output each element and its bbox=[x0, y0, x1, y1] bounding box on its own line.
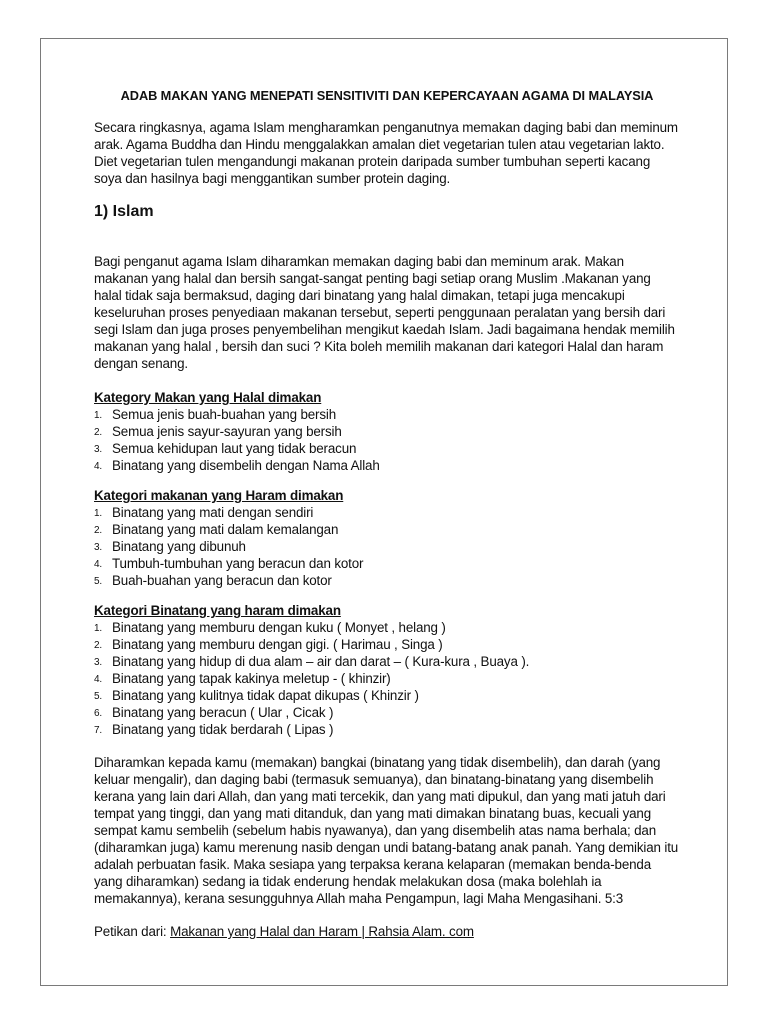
list-item bbox=[94, 555, 680, 572]
list-item bbox=[94, 653, 680, 670]
list-item-text: Buah-buahan yang beracun dan kotor bbox=[112, 573, 332, 588]
quran-verse-paragraph: Diharamkan kepada kamu (memakan) bangkai (binatang yang tidak disembelih), dan darah (yang keluar mengalir), dan daging babi (termasuk semuanya), dan binatang-binatang yang disembelih kerana yang lain dari Allah, dan yang mati tercekik, dan yang mati dipukul, dan yang mati jatuh dari tempat yang tinggi, dan yang mati ditanduk, dan yang mati dimakan binatang buas, kecuali yang sempat kamu sembelih (sebelum habis nyawanya), dan yang disembelih atas nama berhala; dan (diharamkan juga) kamu merenung nasib dengan undi batang-batang anak panah. Yang demikian itu adalah perbuatan fasik. Maka sesiapa yang terpaksa kerana kelaparan (memakan benda-benda yang diharamkan) sedang ia tidak enderung hendak melakukan dosa (maka bolehlah ia memakannya), kerana sesungguhnya Allah maha Pengampun, lagi Maha Mengasihani. 5:3 bbox=[94, 755, 679, 906]
list-item-text: Semua kehidupan laut yang tidak beracun bbox=[112, 441, 357, 456]
list-item bbox=[94, 721, 680, 738]
list-item bbox=[94, 619, 680, 636]
list-number: 3. bbox=[94, 444, 103, 455]
section-heading-islam: 1) Islam bbox=[94, 203, 154, 220]
list-item-text: Binatang yang mati dalam kemalangan bbox=[112, 522, 339, 537]
list-number: 2. bbox=[94, 525, 103, 536]
halal-category bbox=[94, 389, 680, 474]
list-item bbox=[94, 440, 680, 457]
list-number: 1. bbox=[94, 623, 103, 634]
list-item-text: Binatang yang hidup di dua alam – air dan darat – ( Kura-kura , Buaya ). bbox=[112, 654, 530, 669]
list-item bbox=[94, 687, 680, 704]
source-citation bbox=[94, 923, 680, 940]
document-title: ADAB MAKAN YANG MENEPATI SENSITIVITI DAN KEPERCAYAAN AGAMA DI MALAYSIA bbox=[120, 88, 654, 103]
list-number: 6. bbox=[94, 708, 103, 719]
list-item-text: Semua jenis buah-buahan yang bersih bbox=[112, 407, 337, 422]
list-item bbox=[94, 572, 680, 589]
haram-food-category bbox=[94, 487, 680, 589]
numbered-list bbox=[94, 406, 680, 474]
list-item-text: Binatang yang kulitnya tidak dapat dikupas ( Khinzir ) bbox=[112, 688, 419, 703]
source-label: Petikan dari: bbox=[94, 924, 171, 939]
list-title: Kategori makanan yang Haram dimakan bbox=[94, 488, 344, 503]
source-link[interactable]: Makanan yang Halal dan Haram | Rahsia Alam. com bbox=[170, 924, 474, 939]
list-item-text: Binatang yang beracun ( Ular , Cicak ) bbox=[112, 705, 334, 720]
list-number: 4. bbox=[94, 674, 103, 685]
list-item-text: Tumbuh-tumbuhan yang beracun dan kotor bbox=[112, 556, 364, 571]
list-number: 4. bbox=[94, 461, 103, 472]
list-item-text: Binatang yang dibunuh bbox=[112, 539, 246, 554]
list-item-text: Semua jenis sayur-sayuran yang bersih bbox=[112, 424, 342, 439]
numbered-list bbox=[94, 619, 680, 738]
list-item-text: Binatang yang memburu dengan kuku ( Monyet , helang ) bbox=[112, 620, 446, 635]
list-item-text: Binatang yang tidak berdarah ( Lipas ) bbox=[112, 722, 334, 737]
list-number: 2. bbox=[94, 640, 103, 651]
list-number: 3. bbox=[94, 542, 103, 553]
list-number: 1. bbox=[94, 410, 103, 421]
haram-animal-category bbox=[94, 602, 680, 738]
list-item bbox=[94, 670, 680, 687]
intro-paragraph: Secara ringkasnya, agama Islam mengharamkan penganutnya memakan daging babi dan meminum arak. Agama Buddha dan Hindu menggalakkan amalan diet vegetarian tulen atau vegetarian lakto. Diet vegetarian tulen mengandungi makanan protein daripada sumber tumbuhan seperti kacang soya dan hasilnya bagi menggantikan sumber protein daging. bbox=[94, 120, 678, 186]
list-item bbox=[94, 406, 680, 423]
list-item-text: Binatang yang memburu dengan gigi. ( Harimau , Singa ) bbox=[112, 637, 443, 652]
numbered-list bbox=[94, 504, 680, 589]
list-item-text: Binatang yang tapak kakinya meletup - ( khinzir) bbox=[112, 671, 391, 686]
list-number: 5. bbox=[94, 576, 103, 587]
list-item bbox=[94, 457, 680, 474]
list-item bbox=[94, 538, 680, 555]
list-item-text: Binatang yang mati dengan sendiri bbox=[112, 505, 314, 520]
document-content bbox=[94, 87, 680, 940]
list-number: 4. bbox=[94, 559, 103, 570]
list-item bbox=[94, 504, 680, 521]
list-item bbox=[94, 521, 680, 538]
list-number: 2. bbox=[94, 427, 103, 438]
list-number: 3. bbox=[94, 657, 103, 668]
islam-paragraph: Bagi penganut agama Islam diharamkan memakan daging babi dan meminum arak. Makan makanan yang halal dan bersih sangat-sangat penting bagi setiap orang Muslim .Makanan yang halal tidak saja bermaksud, daging dari binatang yang halal dimakan, tetapi juga mencakupi keseluruhan proses penyediaan makanan tersebut, seperti penggunaan peralatan yang bersih dari segi Islam dan juga proses penyembelihan mengikut kaedah Islam. Jadi bagaimana hendak memilih makanan yang halal , bersih dan suci ? Kita boleh memilih makanan dari kategori Halal dan haram dengan senang. bbox=[94, 254, 675, 371]
list-number: 5. bbox=[94, 691, 103, 702]
list-number: 7. bbox=[94, 725, 103, 736]
list-title: Kategory Makan yang Halal dimakan bbox=[94, 390, 322, 405]
document-page bbox=[40, 38, 728, 986]
list-item bbox=[94, 636, 680, 653]
list-item bbox=[94, 423, 680, 440]
list-item-text: Binatang yang disembelih dengan Nama Allah bbox=[112, 458, 380, 473]
list-title: Kategori Binatang yang haram dimakan bbox=[94, 603, 341, 618]
list-item bbox=[94, 704, 680, 721]
list-number: 1. bbox=[94, 508, 103, 519]
